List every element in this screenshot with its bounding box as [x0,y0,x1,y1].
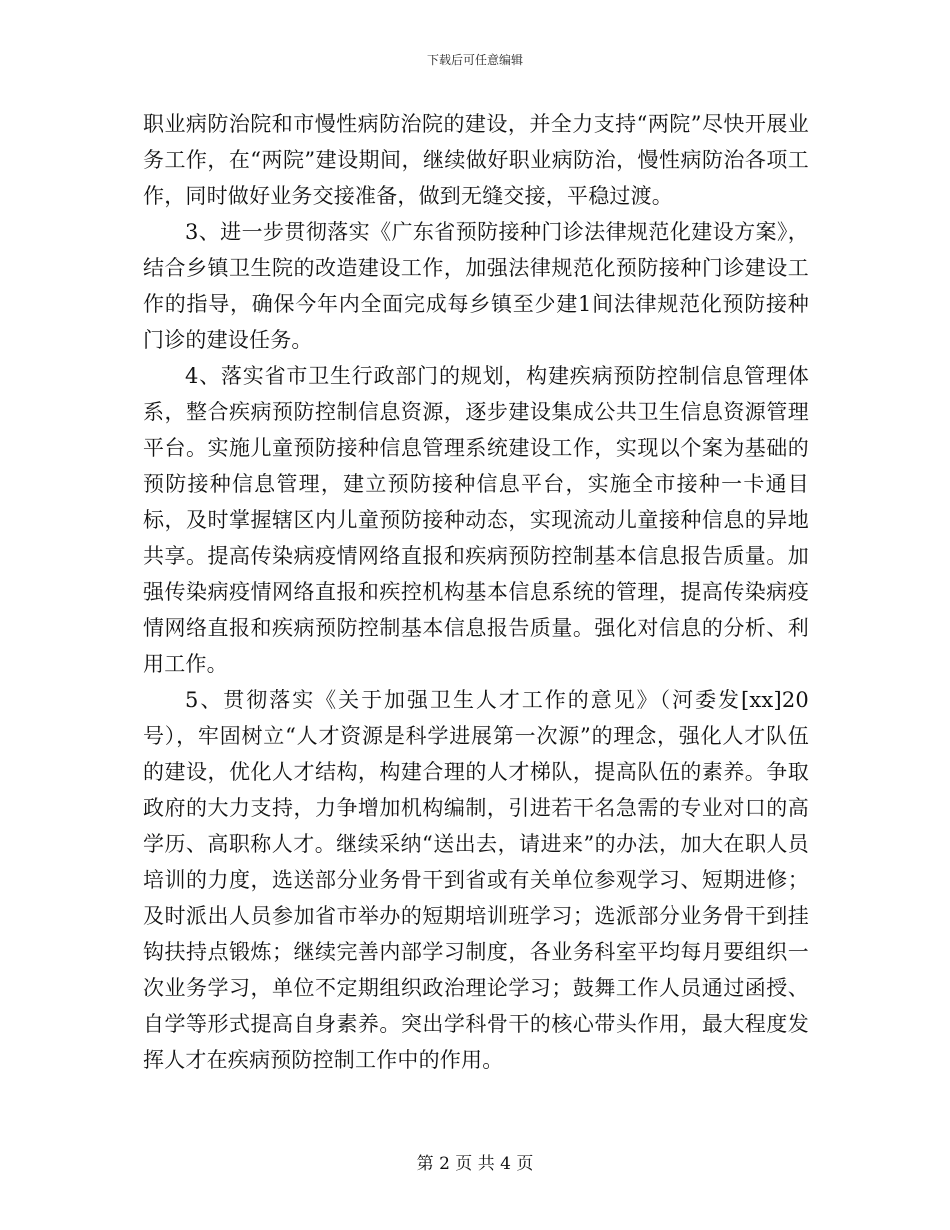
document-body [143,106,809,1078]
paragraph-item-3: 3、进一步贯彻落实《广东省预防接种门诊法律规范化建设方案》，结合乡镇卫生院的改造建设工作，加强法律规范化预防接种门诊建设工作的指导，确保今年内全面完成每乡镇至少建1间法律规范化预防接种门诊的建设任务。 [143,220,809,352]
paragraph-continuation: 职业病防治院和市慢性病防治院的建设，并全力支持“两院”尽快开展业务工作，在“两院”建设期间，继续做好职业病防治，慢性病防治各项工作，同时做好业务交接准备，做到无缝交接，平稳过渡。 [143,112,809,208]
page-number-footer: 第 2 页 共 4 页 [416,1154,534,1174]
paragraph-item-4: 4、落实省市卫生行政部门的规划，构建疾病预防控制信息管理体系，整合疾病预防控制信息资源，逐步建设集成公共卫生信息资源管理平台。实施儿童预防接种信息管理系统建设工作，实现以个案为基础的预防接种信息管理，建立预防接种信息平台，实施全市接种一卡通目标，及时掌握辖区内儿童预防接种动态，实现流动儿童接种信息的异地共享。提高传染病疫情网络直报和疾病预防控制基本信息报告质量。加强传染病疫情网络直报和疾控机构基本信息系统的管理，提高传染病疫情网络直报和疾病预防控制基本信息报告质量。强化对信息的分析、利用工作。 [143,364,809,676]
paragraph-item-5: 5、贯彻落实《关于加强卫生人才工作的意见》（河委发[xx]20号），牢固树立“人才资源是科学进展第一次源”的理念，强化人才队伍的建设，优化人才结构，构建合理的人才梯队，提高队伍的素养。争取政府的大力支持，力争增加机构编制，引进若干名急需的专业对口的高学历、高职称人才。继续采纳“送出去，请进来”的办法，加大在职人员培训的力度，选送部分业务骨干到省或有关单位参观学习、短期进修；及时派出人员参加省市举办的短期培训班学习；选派部分业务骨干到挂钩扶持点锻炼；继续完善内部学习制度，各业务科室平均每月要组织一次业务学习，单位不定期组织政治理论学习；鼓舞工作人员通过函授、自学等形式提高自身素养。突出学科骨干的核心带头作用，最大程度发挥人才在疾病预防控制工作中的作用。 [143,688,809,1072]
page-header: 下载后可任意编辑 [426,53,523,67]
